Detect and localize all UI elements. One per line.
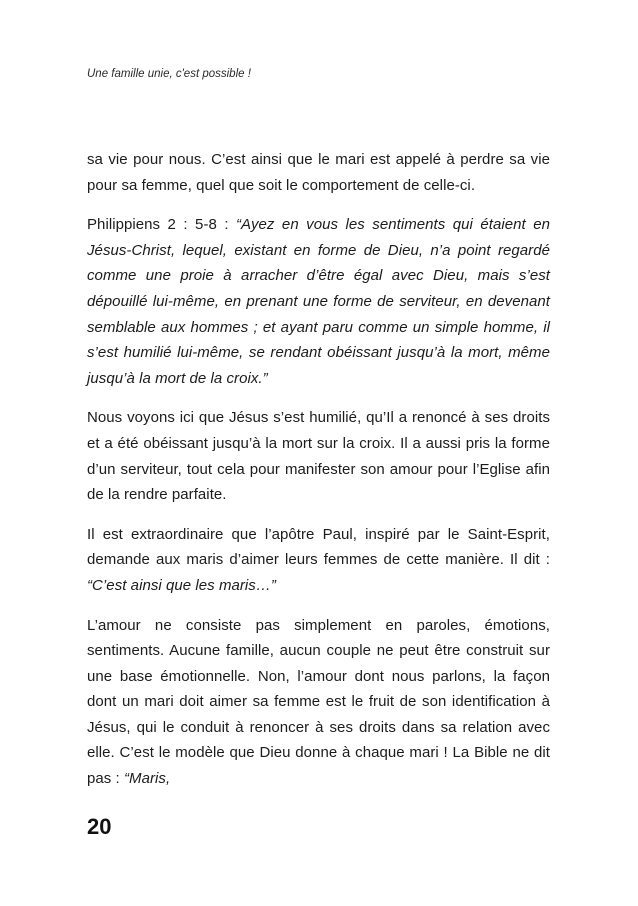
paragraph-4 — [87, 522, 550, 599]
page-number: 20 — [87, 814, 112, 839]
paragraph-5-text: L’amour ne consiste pas simplement en paroles, émotions, sentiments. Aucune famille, aucun couple ne peut être construit sur une base émotionnelle. Non, l’amour dont nous parlons, la façon dont un mari doit aimer sa femme est le fruit de son identification à Jésus, qui le conduit à renoncer à ses droits dans sa relation avec elle. C’est le modèle que Dieu donne à chaque mari ! La Bible ne dit pas : — [87, 616, 550, 788]
scripture-reference: Philippiens 2 : 5-8 : — [87, 216, 237, 234]
paragraph-5-quote: “Maris, — [124, 770, 171, 788]
paragraph-3 — [87, 405, 550, 507]
body-text — [87, 147, 550, 806]
paragraph-4-quote: “C’est ainsi que les maris…” — [87, 576, 276, 594]
paragraph-2 — [87, 212, 550, 391]
paragraph-1-text: sa vie pour nous. C’est ainsi que le mari est appelé à perdre sa vie pour sa femme, quel que soit le comportement de celle-ci. — [87, 151, 550, 194]
paragraph-5 — [87, 613, 550, 792]
scripture-quote: “Ayez en vous les sentiments qui étaient en Jésus-Christ, lequel, existant en forme de Dieu, n’a point regardé comme une proie à arracher d’être égal avec Dieu, mais s’est dépouillé lui-même, en prenant une forme de serviteur, en devenant semblable aux hommes ; et ayant paru comme un simple homme, il s’est humilié lui-même, se rendant obéissant jusqu’à la mort, même jusqu’à la mort de la croix.” — [87, 216, 550, 387]
paragraph-1 — [87, 147, 550, 198]
running-header: Une famille unie, c'est possible ! — [87, 68, 251, 80]
paragraph-4-text: Il est extraordinaire que l’apôtre Paul, inspiré par le Saint-Esprit, demande aux maris d’aimer leurs femmes de cette manière. Il dit : — [87, 525, 550, 569]
paragraph-3-text: Nous voyons ici que Jésus s’est humilié, qu’Il a renoncé à ses droits et a été obéissant jusqu’à la mort sur la croix. Il a aussi pris la forme d’un serviteur, tout cela pour manifester son amour pour l’Eglise afin de la rendre parfaite. — [87, 409, 550, 504]
